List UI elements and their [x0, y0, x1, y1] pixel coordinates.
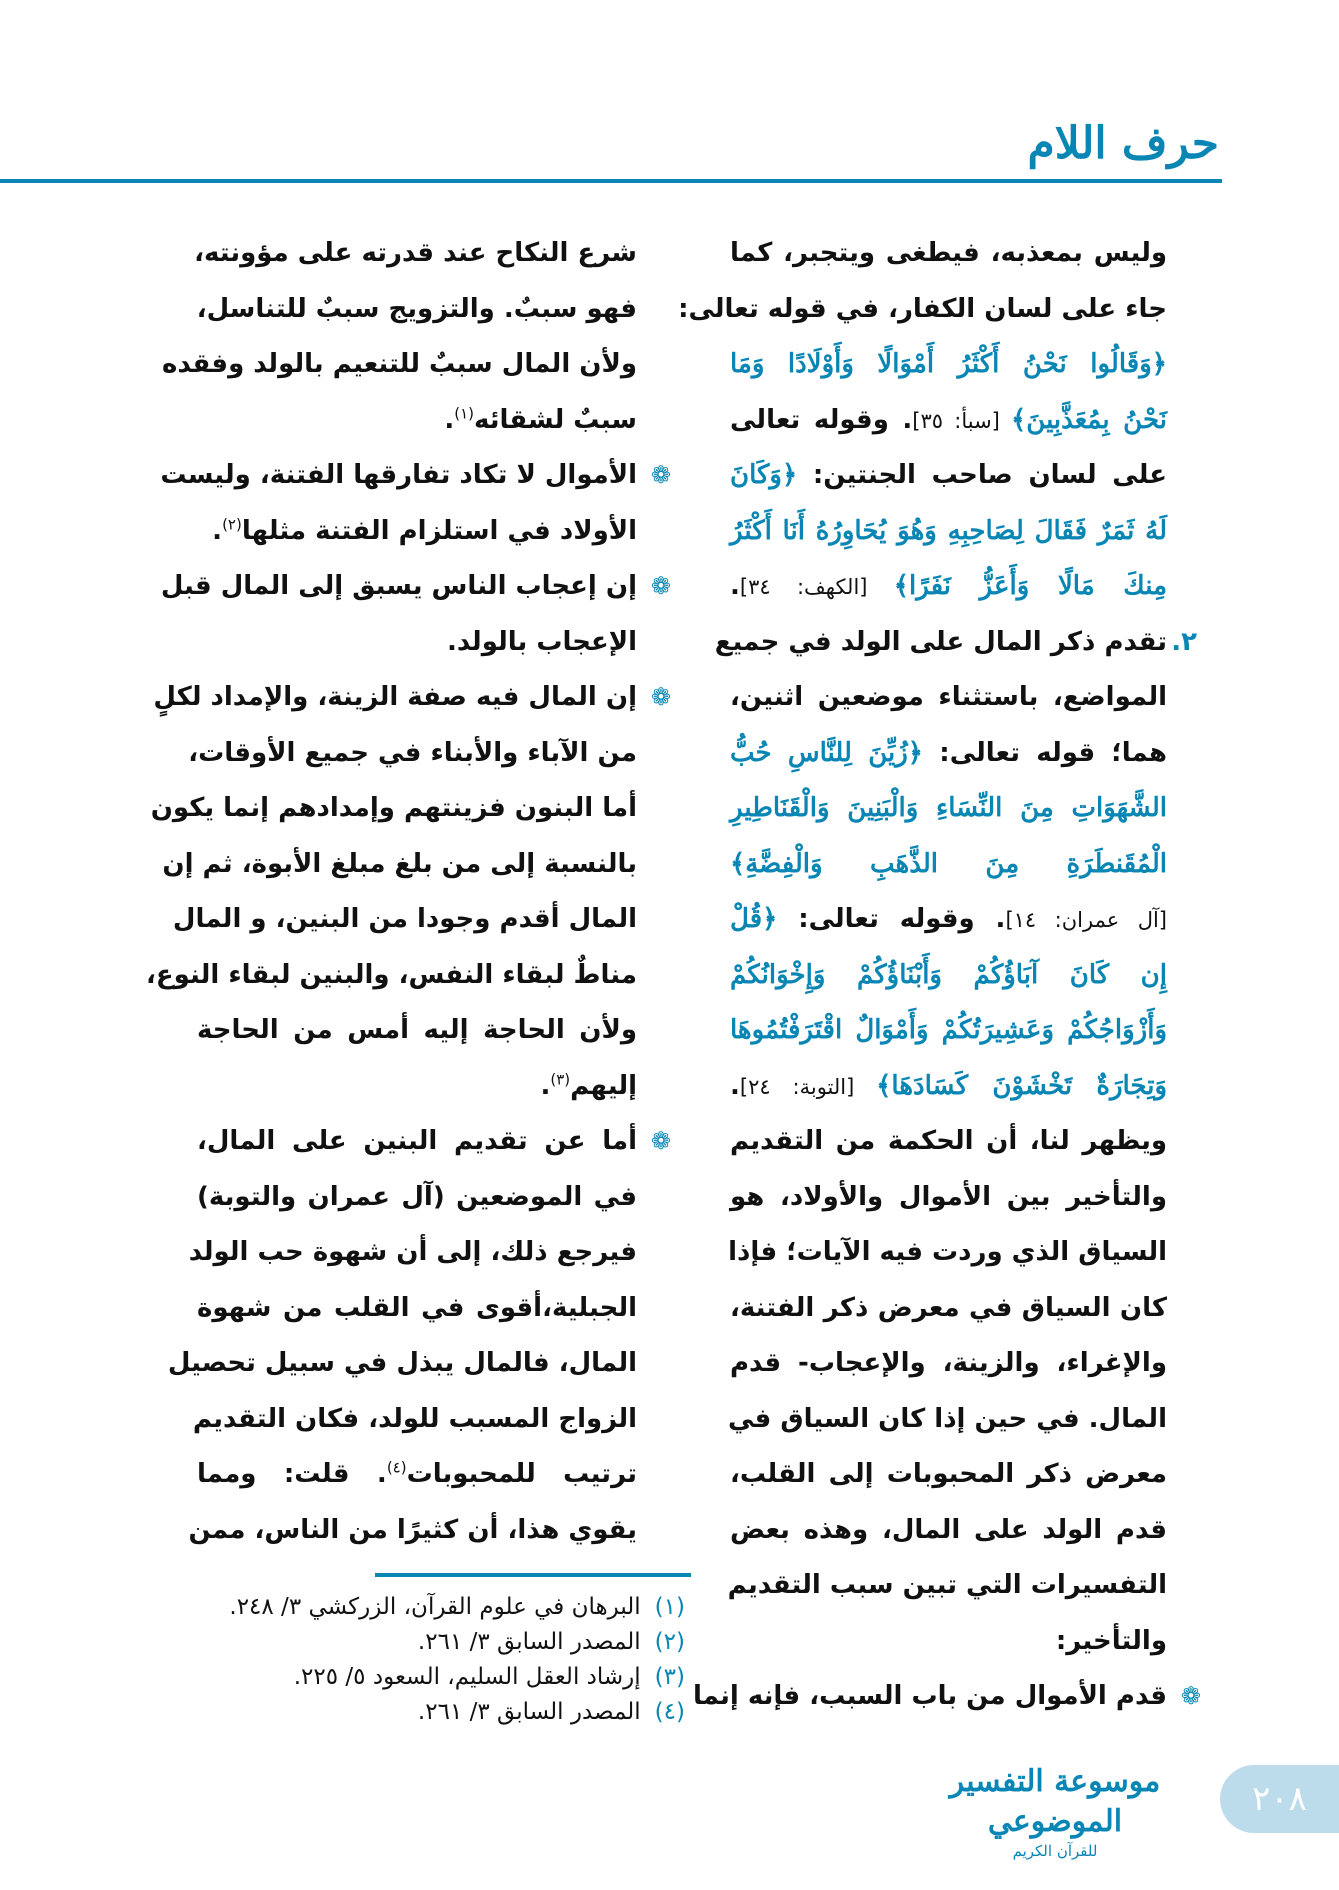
text-line	[730, 1003, 1167, 1059]
quran-verse: نَحْنُ بِمُعَذَّبِينَ﴾	[1011, 404, 1167, 435]
text-line	[188, 726, 637, 782]
body-text: مناطٌ لبقاء النفس، والبنين لبقاء النوع،	[146, 959, 637, 990]
body-text: .	[212, 515, 223, 546]
text-line	[714, 615, 1197, 671]
body-text: والإغراء، والزينة، والإعجاب- قدم	[730, 1348, 1167, 1378]
text-line	[197, 1003, 637, 1059]
body-text: جاء على لسان الكفار، في قوله تعالى:	[678, 293, 1167, 324]
text-line	[730, 1225, 1167, 1281]
body-text: ويظهر لنا، أن الحكمة من التقديم	[730, 1126, 1167, 1156]
body-text: سببٌ لشقائه	[474, 404, 637, 435]
footnote-marker: (١)	[454, 403, 475, 422]
body-text: . قلت: ومما	[197, 1459, 387, 1489]
body-text: الجبلية،أقوى في القلب من شهوة	[197, 1292, 637, 1323]
body-text: إليهم	[570, 1070, 637, 1101]
page-number: ٢٠٨	[1220, 1765, 1339, 1833]
body-text: .	[730, 1070, 740, 1101]
body-text: . وقوله تعالى	[730, 404, 913, 435]
body-text: المال، فالمال يبذل في سبيل تحصيل	[167, 1348, 637, 1378]
list-number: ٢.	[1171, 626, 1197, 657]
text-line	[692, 1669, 1201, 1725]
footnote	[200, 1590, 685, 1625]
text-line	[730, 1114, 1167, 1170]
text-line	[730, 1614, 1167, 1670]
body-text: المال. في حين إذا كان السياق في	[727, 1403, 1167, 1434]
body-text: أما عن تقديم البنين على المال،	[197, 1126, 637, 1156]
text-line	[730, 448, 1167, 504]
quran-verse: وَأَزْوَاجُكُمْ وَعَشِيرَتُكُمْ وَأَمْوَالٌ اقْتَرَفْتُمُوهَا	[730, 1015, 1167, 1045]
text-line	[730, 1170, 1167, 1226]
body-text: الأموال لا تكاد تفارقها الفتنة، وليست	[160, 460, 637, 490]
text-line	[730, 337, 1167, 393]
text-line	[730, 948, 1167, 1004]
body-text: كان السياق في معرض ذكر الفتنة،	[730, 1292, 1167, 1323]
text-line	[146, 948, 637, 1004]
text-line	[197, 393, 637, 449]
text-line	[730, 1281, 1167, 1337]
footnote-text: إرشاد العقل السليم، السعود ٥/ ٢٢٥.	[293, 1664, 641, 1690]
body-text: وليس بمعذبه، فيطغى ويتجبر، كما	[730, 238, 1167, 268]
body-text: .	[730, 571, 740, 601]
text-line	[172, 892, 637, 948]
body-text: بالنسبة إلى من بلغ مبلغ الأبوة، ثم إن	[162, 848, 637, 879]
quran-verse: الْمُقَنطَرَةِ مِنَ الذَّهَبِ وَالْفِضَّةِ﴾	[730, 848, 1167, 879]
text-line	[730, 781, 1167, 837]
text-line	[188, 1503, 637, 1559]
text-line	[192, 1392, 637, 1448]
body-text: هما؛ قوله تعالى:	[923, 737, 1168, 768]
text-line	[197, 1059, 637, 1115]
text-line	[727, 1392, 1167, 1448]
header-divider	[0, 179, 1222, 183]
body-text: قدم الأموال من باب السبب، فإنه إنما	[692, 1681, 1167, 1711]
quran-verse: إِن كَانَ آبَاؤُكُمْ وَأَبْنَاؤُكُمْ وَإِخْوَانُكُمْ	[730, 959, 1167, 990]
body-text: المواضع، باستثناء موضعين اثنين،	[730, 682, 1167, 712]
body-text: شرع النكاح عند قدرته على مؤونته،	[194, 238, 637, 268]
text-line	[730, 504, 1167, 560]
footnote-text: البرهان في علوم القرآن، الزركشي ٣/ ٢٤٨.	[229, 1594, 641, 1620]
body-text: الزواج المسبب للولد، فكان التقديم	[192, 1403, 637, 1434]
left-column	[146, 226, 671, 1558]
flower-bullet-icon: ❁	[650, 572, 671, 600]
footnote	[200, 1695, 685, 1730]
body-text: على لسان صاحب الجنتين:	[797, 460, 1167, 490]
quran-verse: لَهُ ثَمَرٌ فَقَالَ لِصَاحِبِهِ وَهُوَ يُحَاوِرُهُ أَنَا أَكْثَرُ	[730, 515, 1167, 546]
text-line	[730, 1336, 1167, 1392]
footnote-number: (٤)	[654, 1699, 685, 1725]
text-line	[167, 1336, 637, 1392]
body-text: فهو سببٌ. والتزويج سببٌ للتناسل،	[196, 293, 637, 324]
text-line	[197, 282, 637, 338]
body-text: فيرجع ذلك، إلى أن شهوة حب الولد	[188, 1237, 637, 1267]
footnote-number: (٣)	[654, 1664, 685, 1690]
encyclopedia-logo	[930, 1762, 1180, 1860]
text-line	[161, 337, 637, 393]
text-line	[730, 1059, 1167, 1115]
text-line	[160, 448, 671, 504]
verse-reference: [آل عمران: ١٤]	[1005, 908, 1167, 932]
text-line	[162, 837, 637, 893]
quran-verse: الشَّهَوَاتِ مِنَ النِّسَاءِ وَالْبَنِينَ وَالْقَنَاطِيرِ	[730, 793, 1167, 823]
text-line	[197, 1170, 637, 1226]
text-line	[197, 504, 637, 560]
text-line	[197, 1281, 637, 1337]
logo-subtitle: للقرآن الكريم	[1012, 1842, 1098, 1860]
body-text: الأولاد في استلزام الفتنة مثلها	[241, 515, 637, 546]
text-line	[730, 726, 1167, 782]
quran-verse: وَتِجَارَةٌ تَخْشَوْنَ كَسَادَهَا﴾	[876, 1070, 1167, 1101]
body-text: . وقوله تعالى:	[777, 904, 1006, 934]
footnote-text: المصدر السابق ٣/ ٢٦١.	[417, 1629, 641, 1655]
text-line	[678, 282, 1167, 338]
text-line	[730, 1503, 1167, 1559]
quran-verse: ﴿زُيِّنَ لِلنَّاسِ حُبُّ	[730, 737, 924, 768]
text-line	[160, 559, 671, 615]
body-text: إن إعجاب الناس يسبق إلى المال قبل	[160, 571, 637, 601]
body-text: قدم الولد على المال، وهذه بعض	[730, 1514, 1167, 1545]
text-line	[188, 1225, 637, 1281]
body-text: .	[540, 1070, 551, 1101]
text-line	[730, 892, 1167, 948]
body-text: يقوي هذا، أن كثيرًا من الناس، ممن	[188, 1514, 637, 1545]
text-line	[730, 226, 1167, 282]
footnote	[200, 1625, 685, 1660]
verse-reference: [الكهف: ٣٤]	[739, 575, 894, 599]
text-line	[150, 781, 637, 837]
body-text: ترتيب للمحبوبات	[406, 1459, 637, 1489]
text-line	[730, 837, 1167, 893]
footnote-marker: (٣)	[550, 1069, 571, 1088]
text-line	[197, 615, 637, 671]
body-text: الإعجاب بالولد.	[447, 626, 637, 657]
text-line	[194, 226, 637, 282]
verse-reference: [سبأ: ٣٥]	[912, 408, 1012, 433]
body-text: في الموضعين (آل عمران والتوبة)	[197, 1181, 637, 1212]
footnote-number: (٢)	[654, 1629, 685, 1655]
body-text: السياق الذي وردت فيه الآيات؛ فإذا	[728, 1237, 1167, 1267]
text-line	[197, 1114, 671, 1170]
text-line	[730, 670, 1167, 726]
footnote-text: المصدر السابق ٣/ ٢٦١.	[417, 1699, 641, 1725]
quran-verse: ﴿وَكَانَ	[730, 460, 798, 490]
right-column	[678, 226, 1201, 1725]
body-text: والتأخير بين الأموال والأولاد، هو	[730, 1181, 1167, 1212]
body-text: والتأخير:	[1055, 1625, 1167, 1656]
flower-bullet-icon: ❁	[650, 683, 671, 711]
body-text: التفسيرات التي تبين سبب التقديم	[727, 1570, 1167, 1600]
body-text: .	[444, 404, 455, 435]
verse-reference: [التوبة: ٢٤]	[739, 1074, 877, 1099]
chapter-title: حرف اللام	[1027, 118, 1219, 169]
body-text: إن المال فيه صفة الزينة، والإمداد لكلٍ	[153, 682, 637, 712]
body-text: ولأن المال سببٌ للتنعيم بالولد وفقده	[161, 349, 637, 379]
text-line	[197, 1447, 637, 1503]
flower-bullet-icon: ❁	[650, 1127, 671, 1155]
footnote-marker: (٤)	[386, 1458, 407, 1477]
logo-title: موسوعة التفسير الموضوعي	[949, 1764, 1161, 1839]
body-text: ولأن الحاجة إليه أمس من الحاجة	[197, 1015, 637, 1045]
text-line	[730, 559, 1167, 615]
body-text: أما البنون فزينتهم وإمدادهم إنما يكون	[150, 793, 637, 823]
body-text: من الآباء والأبناء في جميع الأوقات،	[188, 737, 637, 768]
body-text: المال أقدم وجودا من البنين، و المال	[172, 904, 637, 934]
footnotes	[200, 1590, 685, 1730]
footnote-marker: (٢)	[222, 514, 242, 533]
text-line	[153, 670, 671, 726]
footnote-number: (١)	[654, 1594, 685, 1620]
flower-bullet-icon: ❁	[650, 461, 671, 489]
quran-verse: ﴿قُلْ	[730, 904, 778, 934]
quran-verse: ﴿وَقَالُوا نَحْنُ أَكْثَرُ أَمْوَالًا وَأَوْلَادًا وَمَا	[730, 349, 1167, 379]
body-text: معرض ذكر المحبوبات إلى القلب،	[730, 1459, 1167, 1489]
footnote-divider	[375, 1573, 691, 1577]
body-text: تقدم ذكر المال على الولد في جميع	[714, 626, 1167, 657]
text-line	[727, 1558, 1167, 1614]
flower-bullet-icon: ❁	[1180, 1682, 1201, 1710]
quran-verse: مِنكَ مَالًا وَأَعَزُّ نَفَرًا﴾	[893, 571, 1167, 601]
text-line	[730, 393, 1167, 449]
footnote	[200, 1660, 685, 1695]
text-line	[730, 1447, 1167, 1503]
